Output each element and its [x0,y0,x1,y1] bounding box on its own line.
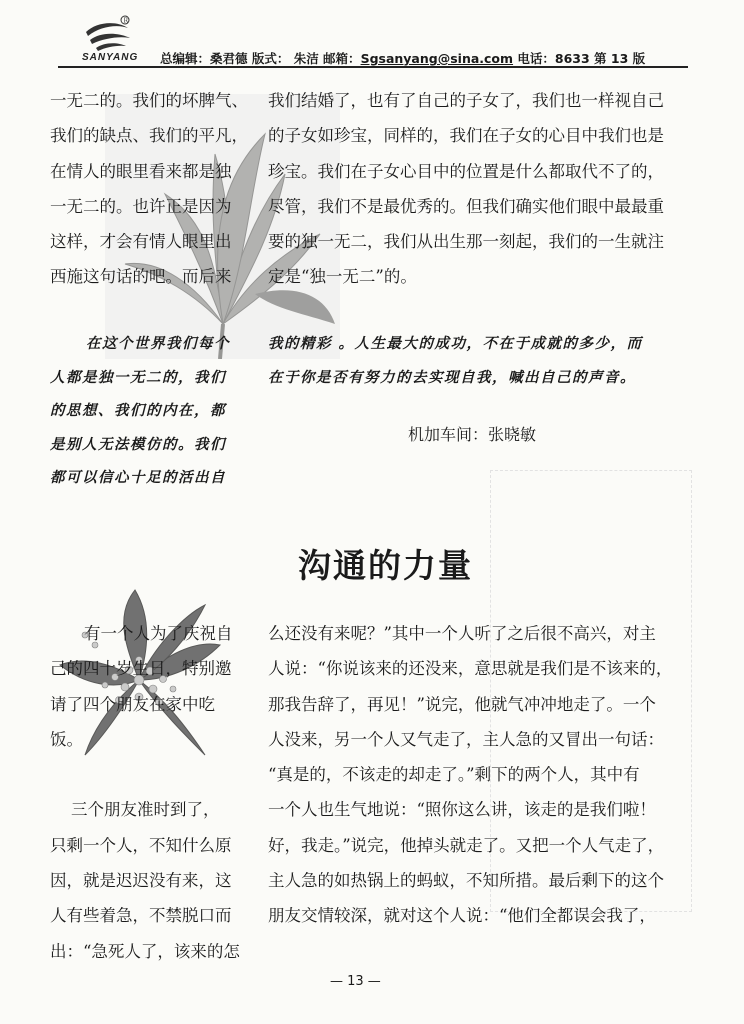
article1-author: 机加车间：张晓敏 [408,425,537,444]
text-line: 有一个人为了庆祝自 [84,624,233,643]
logo-text: SANYANG [82,52,139,63]
text-line: 己的四十岁生日，特别邀 [50,659,232,679]
article2-right-column [268,616,672,934]
text-line: 要的独一无二，我们从出生那一刻起，我们的一生就注 [268,232,664,252]
text-line: 人没来，另一个人又气走了，主人急的又冒出一句话： [268,729,664,749]
text-line: 一无二的。我们的坏脾气、 [50,91,248,110]
text-line: 只剩一个人，不知什么原 [50,835,232,855]
masthead-info [160,49,645,67]
quote-left-column [50,327,230,495]
masthead-email: Sgsanyang@sina.com [360,51,514,66]
text-line: 这样，才会有情人眼里出 [50,232,232,252]
text-line: 西施这句话的吧。而后来 [50,267,232,287]
text-line: 我们结婚了，也有了自己的子女了，我们也一样视自己 [268,91,664,110]
quote-line: 我的精彩 。人生最大的成功，不在于成就的多少，而 [268,335,643,352]
text-line: 好，我走。”说完，他掉头就走了。又把一个人气走了， [268,835,665,855]
quote-line: 在这个世界我们每个 [86,335,230,352]
masthead-suffix: 电话：8633 第 13 版 [513,51,646,66]
article1-right-column [268,83,664,295]
quote-line: 是别人无法模仿的。我们 [50,435,226,453]
text-line: 三个朋友准时到了， [50,800,220,820]
text-line: 在情人的眼里看来都是独 [50,161,232,181]
quote-line: 的思想、我们的内在，都 [50,402,226,419]
text-line: 那我告辞了，再见！”说完，他就气冲冲地走了。一个 [268,694,656,714]
text-line: 我们的缺点、我们的平凡， [50,126,248,146]
text-line: 一个人也生气地说：“照你这么讲，该走的是我们啦！ [268,800,656,820]
text-line: 饭。 [50,729,83,749]
text-line: “真是的，不该走的却走了。”剩下的两个人，其中有 [268,765,640,785]
text-line: 人说：“你说该来的还没来，意思就是我们是不该来的， [268,659,673,679]
text-line: 主人急的如热锅上的蚂蚁，不知所措。最后剩下的这个 [268,871,664,891]
text-line: 出：“急死人了，该来的怎 [50,941,240,961]
text-line: 珍宝。我们在子女心目中的位置是什么都取代不了的， [268,161,664,181]
text-line: 人有些着急，不禁脱口而 [50,906,232,926]
header-divider [58,66,688,68]
text-line: 一无二的。也许正是因为 [50,196,232,216]
page-number: — 13 — [330,974,381,989]
text-line: 么还没有来呢？”其中一个人听了之后很不高兴，对主 [268,624,656,643]
article2-left-column [50,616,240,969]
text-line [50,757,240,792]
text-line: 尽管，我们不是最优秀的。但我们确实他们眼中最最重 [268,196,664,216]
text-line: 朋友交情较深，就对这个人说：“他们全都误会我了， [268,906,656,926]
article1-left-column [50,83,248,295]
svg-text:R: R [123,17,129,25]
quote-right-column [268,327,643,394]
masthead-prefix: 总编辑：桑君德 版式： 朱洁 邮箱： [160,51,361,66]
text-line: 因，就是迟迟没有来，这 [50,871,232,891]
text-line: 请了四个朋友在家中吃 [50,694,215,714]
article2-title: 沟通的力量 [298,546,473,585]
quote-line: 都可以信心十足的活出自 [50,469,226,486]
quote-line: 在于你是否有努力的去实现自我，喊出自己的声音。 [268,368,636,386]
text-line: 的子女如珍宝，同样的，我们在子女的心目中我们也是 [268,126,664,146]
quote-line: 人都是独一无二的，我们 [50,368,226,386]
text-line: 定是“独一无二”的。 [268,267,417,287]
